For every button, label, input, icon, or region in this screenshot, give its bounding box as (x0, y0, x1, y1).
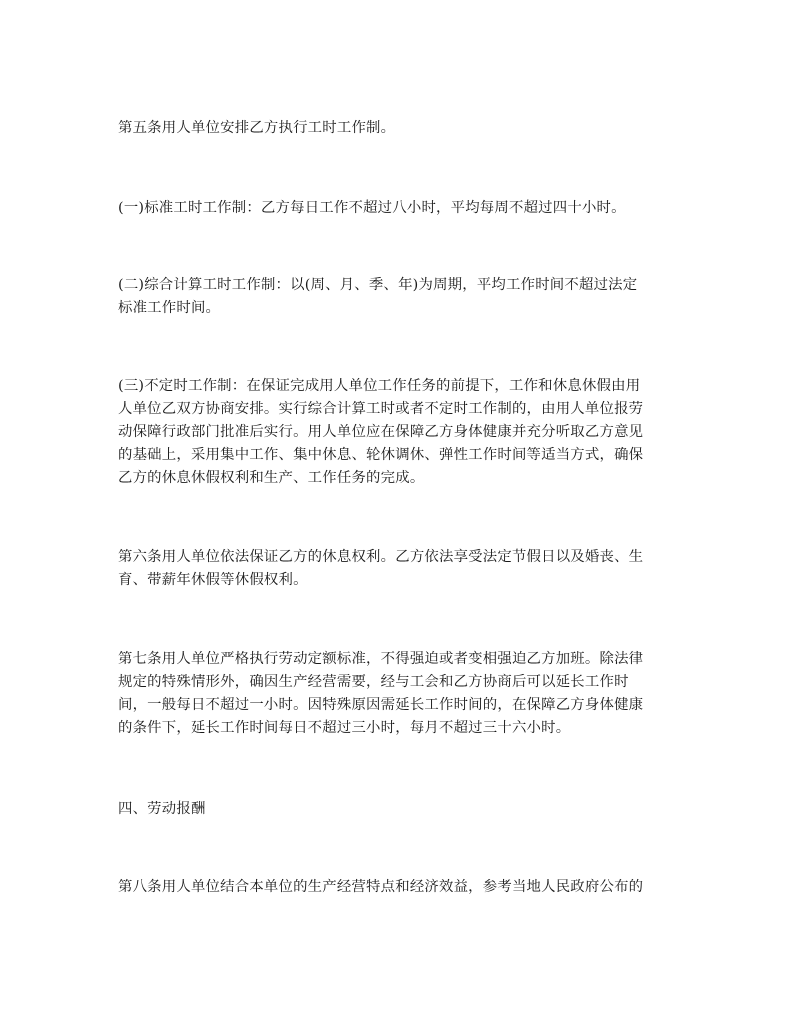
text-line: 第八条用人单位结合本单位的生产经营特点和经济效益，参考当地人民政府公布的 (118, 879, 644, 895)
text-line: 的基础上，采用集中工作、集中休息、轮休调休、弹性工作时间等适当方式，确保 (118, 447, 644, 463)
text-line: (三)不定时工作制：在保证完成用人单位工作任务的前提下，工作和休息休假由用 (118, 378, 641, 394)
text-line: 动保障行政部门批准后实行。用人单位应在保障乙方身体健康并充分听取乙方意见 (118, 424, 644, 440)
text-line: 第七条用人单位严格执行劳动定额标准，不得强迫或者变相强迫乙方加班。除法律 (118, 651, 644, 667)
paragraph-article-8 (118, 876, 680, 899)
text-line: 间，一般每日不超过一小时。因特殊原因需延长工作时间的，在保障乙方身体健康 (118, 697, 644, 713)
section-heading-remuneration (118, 798, 680, 821)
text-line: 第五条用人单位安排乙方执行工时工作制。 (118, 120, 396, 136)
text-line: 规定的特殊情形外，确因生产经营需要，经与工会和乙方协商后可以延长工作时 (118, 674, 629, 690)
text-line: 人单位乙双方协商安排。实行综合计算工时或者不定时工作制的，由用人单位报劳 (118, 401, 644, 417)
text-line: (一)标准工时工作制：乙方每日工作不超过八小时，平均每周不超过四十小时。 (118, 200, 626, 216)
paragraph-article-6 (118, 546, 680, 592)
paragraph-article-7 (118, 648, 680, 740)
text-line: 四、劳动报酬 (118, 801, 206, 817)
text-line: 乙方的休息休假权利和生产、工作任务的完成。 (118, 470, 425, 486)
text-line: 标准工作时间。 (118, 300, 221, 316)
text-line: 第六条用人单位依法保证乙方的休息权利。乙方依法享受法定节假日以及婚丧、生 (118, 549, 644, 565)
text-line: 育、带薪年休假等休假权利。 (118, 572, 308, 588)
paragraph-standard-hours (118, 197, 680, 220)
paragraph-comprehensive-hours (118, 274, 680, 320)
text-line: (二)综合计算工时工作制：以(周、月、季、年)为周期，平均工作时间不超过法定 (118, 277, 638, 293)
paragraph-flexible-hours (118, 375, 680, 490)
text-line: 的条件下，延长工作时间每日不超过三小时，每月不超过三十六小时。 (118, 720, 571, 736)
paragraph-article-5 (118, 117, 680, 140)
